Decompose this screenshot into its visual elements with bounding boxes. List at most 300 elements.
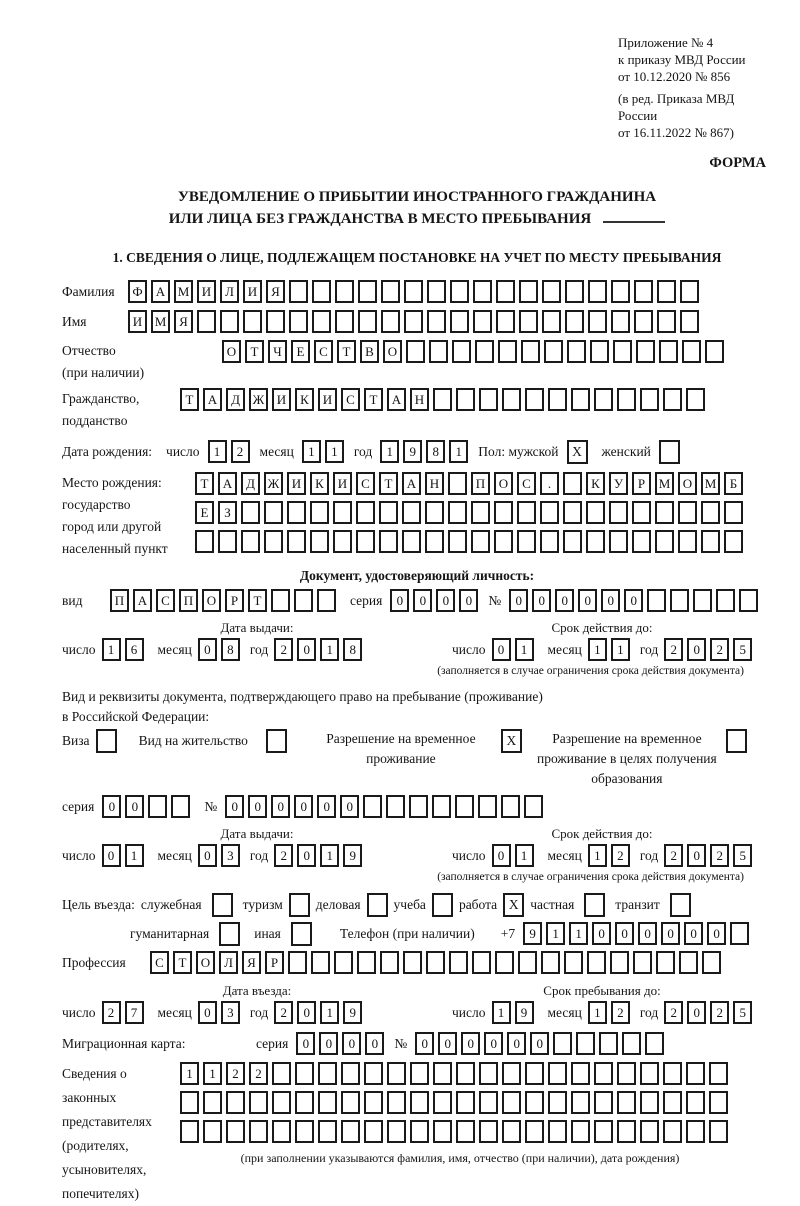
form-cell[interactable]: [479, 388, 498, 411]
form-cell[interactable]: [617, 1120, 636, 1143]
form-cell[interactable]: А: [218, 472, 237, 495]
form-cell[interactable]: 1: [569, 922, 588, 945]
form-cell[interactable]: 0: [198, 844, 217, 867]
form-cell[interactable]: [496, 280, 515, 303]
form-cell[interactable]: [613, 340, 632, 363]
form-cell[interactable]: [657, 310, 676, 333]
form-cell[interactable]: 5: [733, 844, 752, 867]
residence-issue-day-cells[interactable]: [102, 844, 148, 867]
form-cell[interactable]: [452, 340, 471, 363]
form-cell[interactable]: [197, 310, 216, 333]
form-cell[interactable]: Т: [248, 589, 267, 612]
form-cell[interactable]: [403, 951, 422, 974]
form-cell[interactable]: [541, 951, 560, 974]
form-cell[interactable]: [632, 530, 651, 553]
form-cell[interactable]: 2: [611, 844, 630, 867]
form-cell[interactable]: О: [196, 951, 215, 974]
form-cell[interactable]: Т: [379, 472, 398, 495]
form-cell[interactable]: [565, 310, 584, 333]
form-cell[interactable]: 0: [530, 1032, 549, 1055]
form-cell[interactable]: [456, 1120, 475, 1143]
form-cell[interactable]: 1: [302, 440, 321, 463]
form-cell[interactable]: Я: [174, 310, 193, 333]
form-cell[interactable]: 8: [426, 440, 445, 463]
form-cell[interactable]: И: [197, 280, 216, 303]
form-cell[interactable]: 2: [710, 844, 729, 867]
form-cell[interactable]: О: [678, 472, 697, 495]
form-cell[interactable]: [678, 530, 697, 553]
form-cell[interactable]: М: [151, 310, 170, 333]
form-cell[interactable]: [686, 1120, 705, 1143]
form-cell[interactable]: [448, 530, 467, 553]
form-cell[interactable]: [380, 951, 399, 974]
form-cell[interactable]: [335, 310, 354, 333]
form-cell[interactable]: [576, 1032, 595, 1055]
form-cell[interactable]: Ч: [268, 340, 287, 363]
form-cell[interactable]: 0: [415, 1032, 434, 1055]
form-cell[interactable]: 2: [664, 638, 683, 661]
form-cell[interactable]: [203, 1091, 222, 1114]
form-cell[interactable]: [640, 1091, 659, 1114]
form-cell[interactable]: [590, 340, 609, 363]
form-cell[interactable]: [594, 1120, 613, 1143]
form-cell[interactable]: Я: [266, 280, 285, 303]
form-cell[interactable]: [519, 280, 538, 303]
form-cell[interactable]: 8: [343, 638, 362, 661]
form-cell[interactable]: [410, 1120, 429, 1143]
form-cell[interactable]: 1: [208, 440, 227, 463]
form-cell[interactable]: У: [609, 472, 628, 495]
form-cell[interactable]: 2: [710, 638, 729, 661]
form-cell[interactable]: [663, 1091, 682, 1114]
identity-expiry-day-cells[interactable]: [492, 638, 538, 661]
form-cell[interactable]: [180, 1120, 199, 1143]
form-cell[interactable]: [548, 1120, 567, 1143]
form-cell[interactable]: 2: [611, 1001, 630, 1024]
form-cell[interactable]: [680, 310, 699, 333]
form-cell[interactable]: Т: [195, 472, 214, 495]
form-cell[interactable]: [663, 1062, 682, 1085]
representatives-row2-cells[interactable]: [180, 1091, 740, 1114]
form-cell[interactable]: [450, 310, 469, 333]
form-cell[interactable]: [670, 589, 689, 612]
form-cell[interactable]: [341, 1091, 360, 1114]
form-cell[interactable]: 3: [221, 1001, 240, 1024]
form-cell[interactable]: [563, 501, 582, 524]
form-cell[interactable]: [686, 1091, 705, 1114]
form-cell[interactable]: 5: [733, 1001, 752, 1024]
form-cell[interactable]: [264, 501, 283, 524]
form-cell[interactable]: Н: [410, 388, 429, 411]
representatives-row3-cells[interactable]: [180, 1120, 740, 1143]
form-cell[interactable]: К: [310, 472, 329, 495]
form-cell[interactable]: [448, 472, 467, 495]
form-cell[interactable]: 0: [271, 795, 290, 818]
form-cell[interactable]: 0: [297, 638, 316, 661]
form-cell[interactable]: 0: [294, 795, 313, 818]
form-cell[interactable]: [295, 1062, 314, 1085]
form-cell[interactable]: [724, 501, 743, 524]
form-cell[interactable]: [195, 530, 214, 553]
form-cell[interactable]: [548, 1091, 567, 1114]
migration-series-cells[interactable]: [296, 1032, 388, 1055]
form-cell[interactable]: [640, 388, 659, 411]
form-cell[interactable]: [387, 1062, 406, 1085]
form-cell[interactable]: [525, 1062, 544, 1085]
gender-male-checkbox[interactable]: X: [567, 440, 588, 464]
form-cell[interactable]: [525, 1120, 544, 1143]
form-cell[interactable]: [586, 501, 605, 524]
form-cell[interactable]: [471, 501, 490, 524]
form-cell[interactable]: [540, 501, 559, 524]
form-cell[interactable]: 0: [484, 1032, 503, 1055]
form-cell[interactable]: [709, 1120, 728, 1143]
form-cell[interactable]: 9: [523, 922, 542, 945]
form-cell[interactable]: [271, 589, 290, 612]
form-cell[interactable]: 0: [438, 1032, 457, 1055]
form-cell[interactable]: [645, 1032, 664, 1055]
form-cell[interactable]: [494, 530, 513, 553]
form-cell[interactable]: 2: [274, 1001, 293, 1024]
form-cell[interactable]: 0: [198, 638, 217, 661]
form-cell[interactable]: [563, 530, 582, 553]
form-cell[interactable]: 0: [319, 1032, 338, 1055]
form-cell[interactable]: 0: [198, 1001, 217, 1024]
form-cell[interactable]: 9: [343, 1001, 362, 1024]
form-cell[interactable]: [334, 951, 353, 974]
entry-year-cells[interactable]: [274, 1001, 366, 1024]
form-cell[interactable]: [433, 1062, 452, 1085]
form-cell[interactable]: Т: [180, 388, 199, 411]
form-cell[interactable]: И: [243, 280, 262, 303]
form-cell[interactable]: К: [295, 388, 314, 411]
form-cell[interactable]: 0: [461, 1032, 480, 1055]
form-cell[interactable]: [333, 530, 352, 553]
form-cell[interactable]: [524, 795, 543, 818]
form-cell[interactable]: [432, 795, 451, 818]
residence-issue-month-cells[interactable]: [198, 844, 244, 867]
form-cell[interactable]: 2: [231, 440, 250, 463]
form-cell[interactable]: И: [128, 310, 147, 333]
form-cell[interactable]: [180, 1091, 199, 1114]
form-cell[interactable]: [220, 310, 239, 333]
form-cell[interactable]: [571, 388, 590, 411]
form-cell[interactable]: 0: [687, 1001, 706, 1024]
identity-issue-year-cells[interactable]: [274, 638, 366, 661]
form-cell[interactable]: 1: [546, 922, 565, 945]
form-cell[interactable]: [433, 1120, 452, 1143]
form-cell[interactable]: [525, 388, 544, 411]
form-cell[interactable]: [312, 310, 331, 333]
form-cell[interactable]: 0: [592, 922, 611, 945]
form-cell[interactable]: [611, 310, 630, 333]
form-cell[interactable]: [272, 1062, 291, 1085]
form-cell[interactable]: [588, 280, 607, 303]
form-cell[interactable]: 3: [221, 844, 240, 867]
form-cell[interactable]: 0: [225, 795, 244, 818]
form-cell[interactable]: Т: [364, 388, 383, 411]
form-cell[interactable]: 0: [601, 589, 620, 612]
form-cell[interactable]: [433, 1091, 452, 1114]
form-cell[interactable]: [594, 1062, 613, 1085]
form-cell[interactable]: [317, 589, 336, 612]
residence-expiry-day-cells[interactable]: [492, 844, 538, 867]
purpose-work-checkbox[interactable]: X: [503, 893, 524, 917]
form-cell[interactable]: 0: [507, 1032, 526, 1055]
form-cell[interactable]: [564, 951, 583, 974]
form-cell[interactable]: 0: [342, 1032, 361, 1055]
form-cell[interactable]: [565, 280, 584, 303]
visa-checkbox[interactable]: [96, 729, 117, 753]
form-cell[interactable]: [724, 530, 743, 553]
form-cell[interactable]: [364, 1062, 383, 1085]
form-cell[interactable]: С: [150, 951, 169, 974]
form-cell[interactable]: [472, 951, 491, 974]
form-cell[interactable]: М: [174, 280, 193, 303]
form-cell[interactable]: Р: [225, 589, 244, 612]
form-cell[interactable]: [427, 280, 446, 303]
form-cell[interactable]: [705, 340, 724, 363]
form-cell[interactable]: 1: [515, 844, 534, 867]
form-cell[interactable]: [640, 1120, 659, 1143]
profession-cells[interactable]: [150, 951, 725, 974]
form-cell[interactable]: [243, 310, 262, 333]
form-cell[interactable]: [341, 1062, 360, 1085]
form-cell[interactable]: [249, 1091, 268, 1114]
form-cell[interactable]: 2: [664, 1001, 683, 1024]
form-cell[interactable]: С: [517, 472, 536, 495]
form-cell[interactable]: [617, 1062, 636, 1085]
form-cell[interactable]: [148, 795, 167, 818]
form-cell[interactable]: 0: [102, 844, 121, 867]
form-cell[interactable]: [289, 310, 308, 333]
residence-permit-checkbox[interactable]: [266, 729, 287, 753]
form-cell[interactable]: [272, 1120, 291, 1143]
form-cell[interactable]: 1: [588, 844, 607, 867]
form-cell[interactable]: [341, 1120, 360, 1143]
form-cell[interactable]: [479, 1120, 498, 1143]
form-cell[interactable]: [679, 951, 698, 974]
purpose-business-checkbox[interactable]: [367, 893, 388, 917]
form-cell[interactable]: 2: [249, 1062, 268, 1085]
form-cell[interactable]: Д: [226, 388, 245, 411]
migration-number-cells[interactable]: [415, 1032, 668, 1055]
form-cell[interactable]: [655, 530, 674, 553]
form-cell[interactable]: 0: [125, 795, 144, 818]
stay-month-cells[interactable]: [588, 1001, 634, 1024]
form-cell[interactable]: [288, 951, 307, 974]
form-cell[interactable]: 6: [125, 638, 144, 661]
form-cell[interactable]: [295, 1120, 314, 1143]
form-cell[interactable]: Л: [219, 951, 238, 974]
form-cell[interactable]: Т: [245, 340, 264, 363]
form-cell[interactable]: П: [179, 589, 198, 612]
identity-expiry-month-cells[interactable]: [588, 638, 634, 661]
form-cell[interactable]: [449, 951, 468, 974]
form-cell[interactable]: 0: [297, 1001, 316, 1024]
birth-place-row2-cells[interactable]: [195, 501, 747, 524]
form-cell[interactable]: П: [110, 589, 129, 612]
form-cell[interactable]: [310, 530, 329, 553]
form-cell[interactable]: А: [133, 589, 152, 612]
form-cell[interactable]: О: [494, 472, 513, 495]
form-cell[interactable]: 0: [390, 589, 409, 612]
form-cell[interactable]: [680, 280, 699, 303]
form-cell[interactable]: 0: [365, 1032, 384, 1055]
form-cell[interactable]: Р: [265, 951, 284, 974]
form-cell[interactable]: [364, 1120, 383, 1143]
form-cell[interactable]: Ж: [249, 388, 268, 411]
form-cell[interactable]: Е: [291, 340, 310, 363]
form-cell[interactable]: 1: [320, 844, 339, 867]
stay-day-cells[interactable]: [492, 1001, 538, 1024]
form-cell[interactable]: [456, 1062, 475, 1085]
form-cell[interactable]: Е: [195, 501, 214, 524]
purpose-humanitarian-checkbox[interactable]: [219, 922, 240, 946]
form-cell[interactable]: 0: [532, 589, 551, 612]
form-cell[interactable]: 1: [180, 1062, 199, 1085]
form-cell[interactable]: А: [203, 388, 222, 411]
form-cell[interactable]: [521, 340, 540, 363]
form-cell[interactable]: [634, 280, 653, 303]
form-cell[interactable]: 1: [492, 1001, 511, 1024]
identity-expiry-year-cells[interactable]: [664, 638, 756, 661]
form-cell[interactable]: [404, 310, 423, 333]
form-cell[interactable]: [609, 501, 628, 524]
form-cell[interactable]: 1: [203, 1062, 222, 1085]
form-cell[interactable]: 0: [436, 589, 455, 612]
identity-number-cells[interactable]: [509, 589, 762, 612]
identity-issue-day-cells[interactable]: [102, 638, 148, 661]
form-cell[interactable]: И: [333, 472, 352, 495]
form-cell[interactable]: [479, 1091, 498, 1114]
form-cell[interactable]: [357, 951, 376, 974]
form-cell[interactable]: [426, 951, 445, 974]
form-cell[interactable]: [525, 1091, 544, 1114]
form-cell[interactable]: [502, 1062, 521, 1085]
birth-day-cells[interactable]: [208, 440, 254, 463]
representatives-row1-cells[interactable]: [180, 1062, 740, 1085]
form-cell[interactable]: [471, 530, 490, 553]
form-cell[interactable]: 0: [413, 589, 432, 612]
form-cell[interactable]: [686, 388, 705, 411]
form-cell[interactable]: [542, 280, 561, 303]
form-cell[interactable]: [241, 530, 260, 553]
form-cell[interactable]: [203, 1120, 222, 1143]
form-cell[interactable]: А: [387, 388, 406, 411]
citizenship-cells[interactable]: [180, 388, 709, 411]
form-cell[interactable]: [410, 1062, 429, 1085]
form-cell[interactable]: 2: [710, 1001, 729, 1024]
residence-issue-year-cells[interactable]: [274, 844, 366, 867]
residence-expiry-month-cells[interactable]: [588, 844, 634, 867]
form-cell[interactable]: [318, 1091, 337, 1114]
identity-kind-cells[interactable]: [110, 589, 340, 612]
purpose-transit-checkbox[interactable]: [670, 893, 691, 917]
form-cell[interactable]: [318, 1120, 337, 1143]
form-cell[interactable]: [312, 280, 331, 303]
form-cell[interactable]: 5: [733, 638, 752, 661]
form-cell[interactable]: [479, 1062, 498, 1085]
form-cell[interactable]: Н: [425, 472, 444, 495]
form-cell[interactable]: 0: [317, 795, 336, 818]
form-cell[interactable]: [502, 1091, 521, 1114]
form-cell[interactable]: [402, 530, 421, 553]
form-cell[interactable]: 8: [221, 638, 240, 661]
form-cell[interactable]: [599, 1032, 618, 1055]
form-cell[interactable]: [682, 340, 701, 363]
form-cell[interactable]: [730, 922, 749, 945]
form-cell[interactable]: 9: [403, 440, 422, 463]
form-cell[interactable]: [448, 501, 467, 524]
form-cell[interactable]: 0: [684, 922, 703, 945]
form-cell[interactable]: [571, 1091, 590, 1114]
form-cell[interactable]: [425, 530, 444, 553]
form-cell[interactable]: С: [356, 472, 375, 495]
form-cell[interactable]: [517, 530, 536, 553]
form-cell[interactable]: [656, 951, 675, 974]
identity-series-cells[interactable]: [390, 589, 482, 612]
form-cell[interactable]: 2: [274, 638, 293, 661]
form-cell[interactable]: Ф: [128, 280, 147, 303]
form-cell[interactable]: [356, 501, 375, 524]
form-cell[interactable]: 0: [687, 638, 706, 661]
form-cell[interactable]: [456, 388, 475, 411]
form-cell[interactable]: [567, 340, 586, 363]
form-cell[interactable]: [586, 530, 605, 553]
form-cell[interactable]: А: [151, 280, 170, 303]
form-cell[interactable]: [218, 530, 237, 553]
form-cell[interactable]: 1: [125, 844, 144, 867]
form-cell[interactable]: 0: [492, 844, 511, 867]
form-cell[interactable]: 0: [578, 589, 597, 612]
form-cell[interactable]: [663, 1120, 682, 1143]
form-cell[interactable]: [171, 795, 190, 818]
form-cell[interactable]: [433, 388, 452, 411]
form-cell[interactable]: [502, 1120, 521, 1143]
form-cell[interactable]: И: [272, 388, 291, 411]
entry-day-cells[interactable]: [102, 1001, 148, 1024]
form-cell[interactable]: [387, 1091, 406, 1114]
residence-expiry-year-cells[interactable]: [664, 844, 756, 867]
form-cell[interactable]: [409, 795, 428, 818]
form-cell[interactable]: 7: [125, 1001, 144, 1024]
form-cell[interactable]: О: [202, 589, 221, 612]
purpose-private-checkbox[interactable]: [584, 893, 605, 917]
form-cell[interactable]: [494, 501, 513, 524]
phone-cells[interactable]: [523, 922, 753, 945]
form-cell[interactable]: [406, 340, 425, 363]
surname-cells[interactable]: [128, 280, 703, 303]
form-cell[interactable]: [241, 501, 260, 524]
form-cell[interactable]: [473, 310, 492, 333]
form-cell[interactable]: [333, 501, 352, 524]
form-cell[interactable]: .: [540, 472, 559, 495]
form-cell[interactable]: [294, 589, 313, 612]
form-cell[interactable]: 1: [380, 440, 399, 463]
form-cell[interactable]: [358, 280, 377, 303]
form-cell[interactable]: [519, 310, 538, 333]
form-cell[interactable]: 0: [102, 795, 121, 818]
form-cell[interactable]: 0: [492, 638, 511, 661]
form-cell[interactable]: Я: [242, 951, 261, 974]
form-cell[interactable]: [287, 530, 306, 553]
form-cell[interactable]: [702, 951, 721, 974]
form-cell[interactable]: [502, 388, 521, 411]
form-cell[interactable]: [404, 280, 423, 303]
form-cell[interactable]: М: [701, 472, 720, 495]
form-cell[interactable]: [475, 340, 494, 363]
